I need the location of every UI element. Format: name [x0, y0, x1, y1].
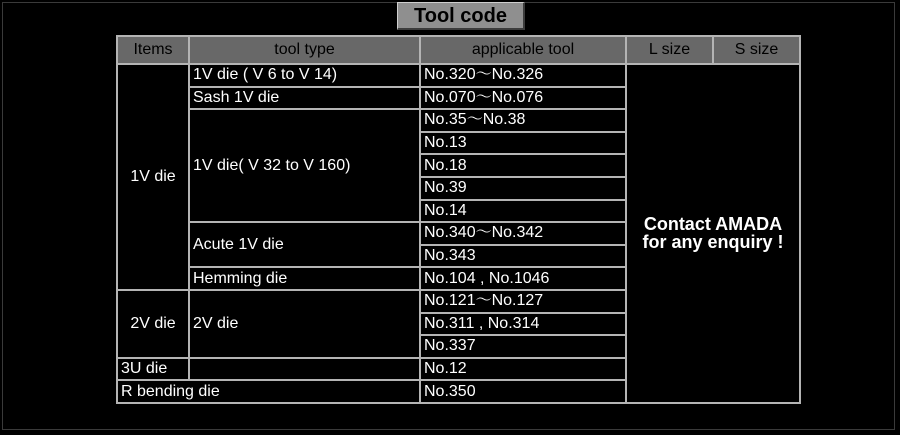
item-3u-die: 3U die — [117, 358, 189, 381]
applicable-tool: No.350 — [420, 380, 626, 403]
contact-line-2: for any enquiry ! — [642, 232, 784, 253]
item-r-bending-die: R bending die — [117, 380, 420, 403]
item-1v-die: 1V die — [117, 64, 189, 290]
table-header-row — [117, 36, 800, 64]
applicable-tool: No.311 , No.314 — [420, 313, 626, 336]
table-row — [117, 64, 800, 87]
applicable-tool: No.070～No.076 — [420, 87, 626, 110]
item-2v-die: 2V die — [117, 290, 189, 358]
tool-type-2v: 2V die — [189, 290, 420, 358]
header-applicable-tool: applicable tool — [420, 36, 626, 64]
applicable-tool: No.35～No.38 — [420, 109, 626, 132]
tool-type-sash-1v: Sash 1V die — [189, 87, 420, 110]
header-tool-type: tool type — [189, 36, 420, 64]
tool-type-acute-1v: Acute 1V die — [189, 222, 420, 267]
page-title: Tool code — [397, 2, 525, 30]
applicable-tool: No.13 — [420, 132, 626, 155]
applicable-tool: No.14 — [420, 200, 626, 223]
tool-type-empty — [189, 358, 420, 381]
applicable-tool: No.18 — [420, 154, 626, 177]
header-items: Items — [117, 36, 189, 64]
applicable-tool: No.320～No.326 — [420, 64, 626, 87]
applicable-tool: No.12 — [420, 358, 626, 381]
applicable-tool: No.340～No.342 — [420, 222, 626, 245]
tool-type-1v-v32-v160: 1V die( V 32 to V 160) — [189, 109, 420, 222]
tool-type-hemming: Hemming die — [189, 267, 420, 290]
applicable-tool: No.104 , No.1046 — [420, 267, 626, 290]
contact-note — [626, 64, 800, 403]
header-l-size: L size — [626, 36, 713, 64]
applicable-tool: No.121～No.127 — [420, 290, 626, 313]
tool-code-table — [116, 35, 801, 404]
header-s-size: S size — [713, 36, 800, 64]
tool-type-1v-v6-v14: 1V die ( V 6 to V 14) — [189, 64, 420, 87]
contact-line-1: Contact AMADA — [643, 214, 783, 235]
applicable-tool: No.337 — [420, 335, 626, 358]
applicable-tool: No.39 — [420, 177, 626, 200]
applicable-tool: No.343 — [420, 245, 626, 268]
